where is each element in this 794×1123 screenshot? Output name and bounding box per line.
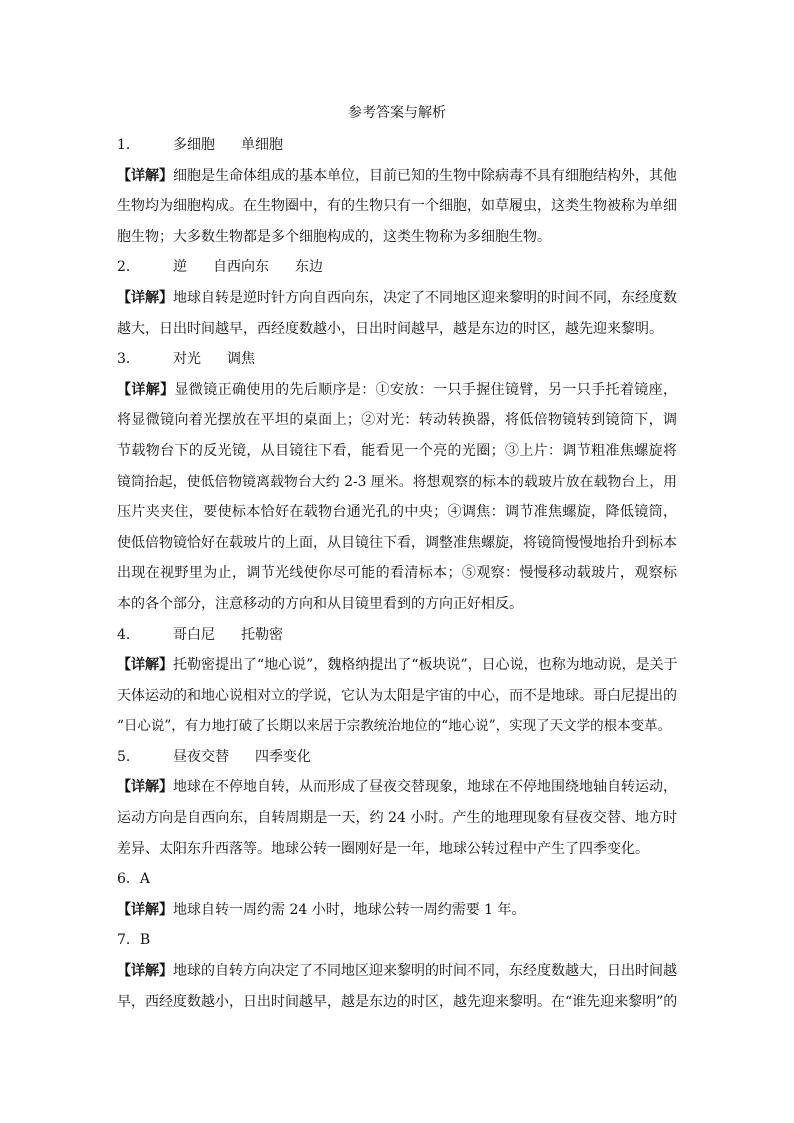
explanation-line: 镜筒抬起，使低倍物镜离载物台大约 2-3 厘米。将想观察的标本的载玻片放在载物台上，用: [117, 473, 677, 490]
explanation-tag: 【详解】: [117, 779, 173, 796]
question-number: 4．: [117, 626, 140, 643]
explanation-line: 压片夹夹住，要使标本恰好在载物台通光孔的中央；④调焦：调节准焦螺旋，降低镜筒，: [117, 504, 677, 521]
answer-line-6: 6．A: [117, 871, 151, 888]
explanation-line: 【详解】显微镜正确使用的先后顺序是：①安放：一只手握住镜臂，另一只手托着镜座，: [117, 381, 678, 398]
explanation-line: 天体运动的和地心说相对立的学说，它认为太阳是宇宙的中心，而不是地球。哥白尼提出的: [117, 687, 677, 704]
answer-line-2: [117, 252, 677, 283]
question-number: 2．: [117, 259, 140, 276]
explanation-line: 【详解】地球在不停地自转，从而形成了昼夜交替现象，地球在不停地围绕地轴自转运动，: [117, 779, 677, 796]
question-number: 5．: [117, 748, 140, 765]
explanation-tag: 【详解】: [117, 289, 173, 306]
answer-document: [117, 96, 677, 1017]
explanation-line: 早，西经度数越小，日出时间越早，越是东边的时区，越先迎来黎明。在“谁先迎来黎明”的: [117, 993, 678, 1010]
answer-item: 托勒密: [241, 626, 283, 643]
page-title: 参考答案与解析: [348, 105, 446, 121]
explanation-line: 本的各个部分，注意移动的方向和从目镜里看到的方向正好相反。: [117, 595, 523, 612]
explanation-line: 节载物台下的反光镜，从目镜往下看，能看见一个亮的光圈；③上片：调节粗准焦螺旋将: [117, 442, 677, 459]
answer-item: 昼夜交替: [173, 748, 229, 765]
explanation-line: 【详解】地球的自转方向决定了不同地区迎来黎明的时间不同，东经度数越大，日出时间越: [117, 963, 677, 980]
answer-item: 自西向东: [213, 259, 269, 276]
explanation-line: 越大，日出时间越早，西经度数越小，日出时间越早，越是东边的时区，越先迎来黎明。: [117, 320, 663, 337]
answer-item: 逆: [173, 259, 187, 276]
question-number: 3．: [117, 351, 140, 368]
explanation-line: 【详解】地球自转是逆时针方向自西向东，决定了不同地区迎来黎明的时间不同，东经度数: [117, 289, 677, 306]
explanation-line: 差异、太阳东升西落等。地球公转一圈刚好是一年，地球公转过程中产生了四季变化。: [117, 840, 649, 857]
answer-item: 调焦: [227, 351, 255, 368]
explanation-tag: 【详解】: [117, 381, 175, 398]
answer-line-7: 7．B: [117, 932, 151, 949]
explanation-line: 出现在视野里为止，调节光线使你尽可能的看清标本；⑤观察：慢慢移动载玻片，观察标: [117, 565, 677, 582]
answer-line-3: [117, 344, 677, 375]
explanation-line: 【详解】细胞是生命体组成的基本单位，目前已知的生物中除病毒不具有细胞结构外，其他: [117, 167, 677, 184]
explanation-line: 将显微镜向着光摆放在平坦的桌面上；②对光：转动转换器，将低倍物镜转到镜筒下，调: [117, 412, 677, 429]
explanation-tag: 【详解】: [117, 167, 173, 184]
explanation-tag: 【详解】: [117, 901, 173, 918]
explanation-line: 使低倍物镜恰好在载玻片的上面，从目镜往下看，调整准焦螺旋，将镜筒慢慢地抬升到标本: [117, 534, 677, 551]
question-number: 1．: [117, 137, 140, 153]
answer-item: 单细胞: [241, 137, 283, 153]
answer-item: 哥白尼: [173, 626, 215, 643]
answer-line-4: [117, 620, 677, 651]
explanation-tag: 【详解】: [117, 657, 173, 674]
answer-item: 东边: [295, 259, 323, 276]
answer-item: 四季变化: [255, 748, 311, 765]
explanation-line: 【详解】托勒密提出了“地心说”，魏格纳提出了“板块说”，日心说，也称为地动说，是关于: [117, 657, 678, 674]
explanation-tag: 【详解】: [117, 963, 173, 980]
answer-item: 多细胞: [173, 137, 215, 153]
explanation-line: 生物均为细胞构成。在生物圈中，有的生物只有一个细胞，如草履虫，这类生物被称为单细: [117, 198, 677, 215]
answer-line-5: [117, 742, 677, 773]
answer-item: 对光: [173, 351, 201, 368]
explanation-line: 运动方向是自西向东，自转周期是一天，约 24 小时。产生的地理现象有昼夜交替、地方时: [117, 810, 677, 827]
explanation-line: 【详解】地球自转一周约需 24 小时，地球公转一周约需要 1 年。: [117, 901, 526, 918]
explanation-line: 胞生物；大多数生物都是多个细胞构成的，这类生物称为多细胞生物。: [117, 228, 551, 245]
answer-line-1: [117, 130, 677, 161]
explanation-line: “日心说”，有力地打破了长期以来居于宗教统治地位的“地心说”，实现了天文学的根本变革。: [117, 718, 672, 735]
